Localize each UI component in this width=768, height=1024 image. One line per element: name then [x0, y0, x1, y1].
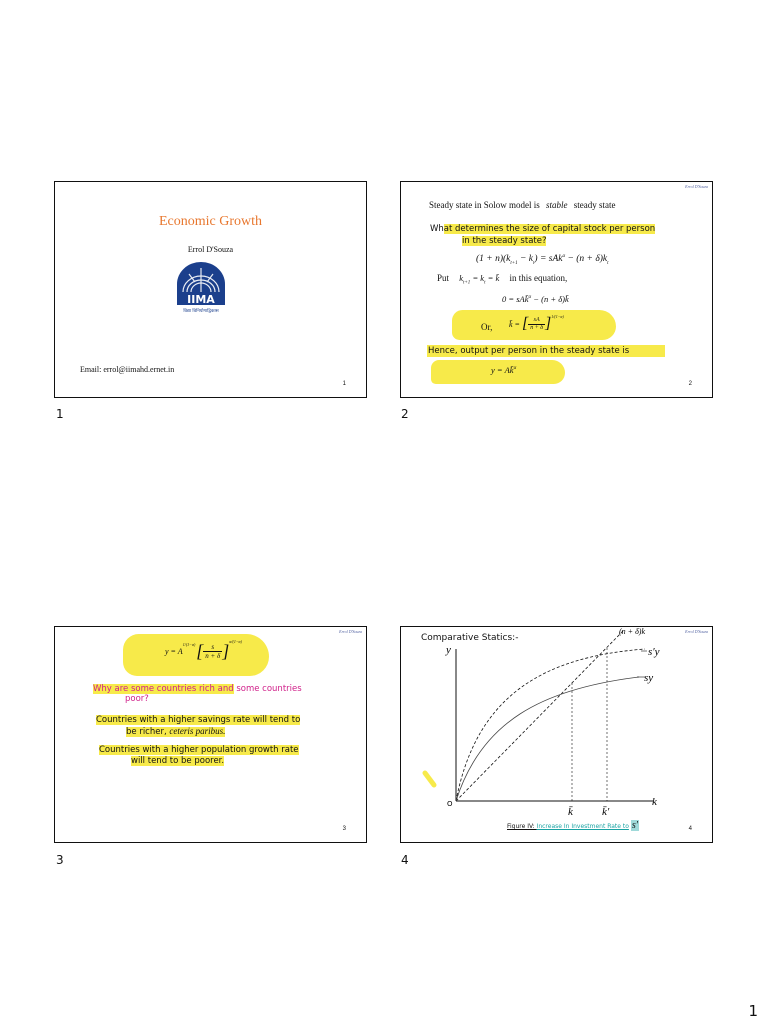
page-number: 1 [748, 1002, 758, 1020]
question-highlight: at determines the size of capital stock per person [443, 224, 656, 234]
slide-1 [54, 181, 367, 398]
x-axis-label: k [652, 796, 657, 808]
curve-sy [456, 677, 639, 801]
slide-2-question [430, 223, 655, 247]
iima-logo [173, 262, 229, 314]
break-even-label: (n + δ)k [619, 627, 645, 636]
solow-diagram [401, 627, 714, 844]
k-bar-label: k̄ [568, 806, 573, 818]
thumb-label-4: 4 [401, 853, 409, 867]
slide-3-point-population: Countries with a higher population growth rate will tend to be poorer. [99, 745, 299, 766]
question-end: in the steady state? [462, 236, 547, 246]
slide-3-question: Why are some countries rich and some countries poor? [93, 684, 302, 704]
slide-2 [400, 181, 713, 398]
line-1-emphasis: stable [546, 200, 568, 210]
k-bar-prime-label: k̄′ [602, 806, 610, 818]
line-1-text-end: steady state [571, 200, 616, 210]
question-start: Wh [430, 224, 444, 234]
slide-3-number: 3 [342, 826, 346, 832]
equation-output-per-person: y = A $^{1/(1-\alpha)}$ [ s n + δ ] $^{\alpha/(1-\alpha)}$ [165, 639, 242, 661]
logo-subtext: विद्या विनियोगाद्विकास [183, 309, 219, 314]
equation-steady-state: 0 = sAk̄$^\alpha$ − (n + δ)k̄ [502, 294, 569, 304]
slide-2-or-label: Or, [481, 322, 493, 332]
thumb-label-2: 2 [401, 407, 409, 421]
logo-text: IIMA [187, 293, 215, 306]
thumb-label-3: 3 [56, 853, 64, 867]
slide-1-number: 1 [342, 381, 346, 387]
break-even-line [456, 631, 623, 801]
slide-2-number: 2 [688, 381, 692, 387]
slide-1-email: Email: errol@iimahd.ernet.in [80, 365, 175, 374]
slide-3 [54, 626, 367, 843]
slide-3-point-savings: Countries with a higher savings rate will tend to be richer, ceteris paribus. [96, 715, 301, 737]
yellow-pen-mark [425, 773, 434, 785]
slide-1-author: Errol D'Souza [187, 245, 234, 254]
slide-1-title: Economic Growth [158, 214, 263, 229]
y-axis-label: y [446, 644, 451, 656]
slide-2-hence-line: Hence, output per person in the steady state is [428, 346, 630, 356]
equation-output: y = Ak̄$^\alpha$ [491, 365, 517, 375]
slide-2-put-line: Put $k_{t+1} = k_t$ = k̄ in this equation, [437, 273, 568, 286]
slide-4-caption: Figure IV: Increase In Investment Rate to s′ [507, 820, 638, 831]
curve-low-label: sy [644, 672, 654, 684]
slide-2-author-mark: Errol D'Souza [685, 184, 708, 189]
thumb-label-1: 1 [56, 407, 64, 421]
slide-4-author-mark: Errol D'Souza [685, 629, 708, 634]
slide-3-author-mark: Errol D'Souza [339, 629, 362, 634]
equation-k-bar: k̄ = [ sA n + δ ] $^{1/(1-\alpha)}$ [509, 313, 564, 332]
slide-4 [400, 626, 713, 843]
curve-high-label: s′y [648, 646, 660, 658]
equation-capital-accumulation: $(1 + n)(k_{t+1} - k_t) = sAk^\alpha - (n + \delta)k_t$ [476, 254, 609, 267]
slide-4-number: 4 [688, 826, 692, 832]
slide-2-line-1 [429, 200, 616, 210]
slide-4-title: Comparative Statics:- [421, 633, 519, 643]
curve-s-prime-y [456, 649, 645, 801]
line-1-text: Steady state in Solow model is [429, 200, 542, 210]
origin-label: O [447, 800, 453, 808]
